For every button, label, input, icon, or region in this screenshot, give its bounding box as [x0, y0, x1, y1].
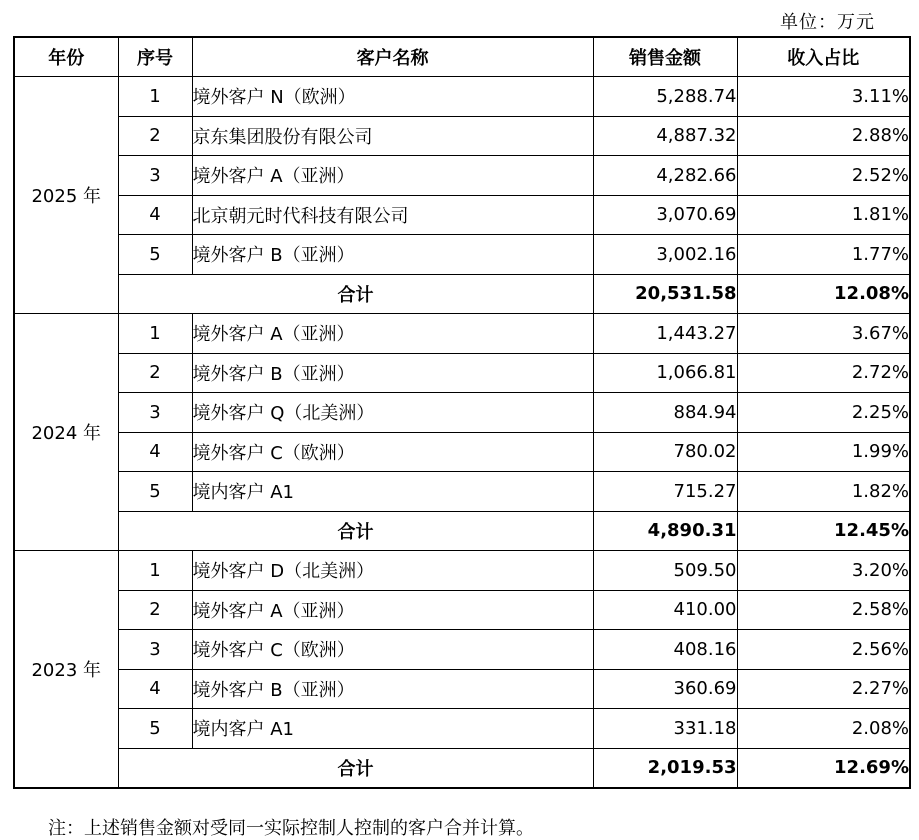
share-cell: 3.20% [737, 551, 910, 591]
year-cell: 2025 年 [14, 77, 118, 314]
seq-cell: 5 [118, 235, 192, 275]
seq-cell: 1 [118, 314, 192, 354]
table-header-row [14, 37, 910, 77]
customer-name-cell: 境外客户 D（北美洲） [192, 551, 593, 591]
customer-name-cell: 境内客户 A1 [192, 472, 593, 512]
seq-cell: 1 [118, 77, 192, 117]
table-row [14, 393, 910, 433]
sales-cell: 5,288.74 [593, 77, 737, 117]
total-label-cell: 合计 [118, 274, 593, 314]
total-sales-cell: 2,019.53 [593, 748, 737, 788]
share-cell: 3.67% [737, 314, 910, 354]
total-row [14, 274, 910, 314]
table-row [14, 669, 910, 709]
share-cell: 1.99% [737, 432, 910, 472]
share-cell: 2.72% [737, 353, 910, 393]
total-label-cell: 合计 [118, 748, 593, 788]
share-cell: 1.82% [737, 472, 910, 512]
table-row [14, 195, 910, 235]
share-cell: 2.08% [737, 709, 910, 749]
customer-name-cell: 境外客户 A（亚洲） [192, 590, 593, 630]
table-body [14, 77, 910, 788]
sales-cell: 884.94 [593, 393, 737, 433]
header-year: 年份 [14, 37, 118, 77]
seq-cell: 3 [118, 393, 192, 433]
table-row [14, 590, 910, 630]
table-row [14, 551, 910, 591]
share-cell: 2.58% [737, 590, 910, 630]
seq-cell: 3 [118, 156, 192, 196]
seq-cell: 2 [118, 590, 192, 630]
sales-cell: 4,887.32 [593, 116, 737, 156]
customer-sales-table [13, 36, 911, 789]
share-cell: 3.11% [737, 77, 910, 117]
customer-name-cell: 境外客户 B（亚洲） [192, 235, 593, 275]
year-cell: 2024 年 [14, 314, 118, 551]
share-cell: 2.88% [737, 116, 910, 156]
seq-cell: 5 [118, 709, 192, 749]
seq-cell: 3 [118, 630, 192, 670]
sales-cell: 1,443.27 [593, 314, 737, 354]
customer-name-cell: 境外客户 B（亚洲） [192, 353, 593, 393]
table-row [14, 235, 910, 275]
customer-name-cell: 京东集团股份有限公司 [192, 116, 593, 156]
table-row [14, 472, 910, 512]
sales-cell: 4,282.66 [593, 156, 737, 196]
header-seq: 序号 [118, 37, 192, 77]
seq-cell: 4 [118, 195, 192, 235]
table-row [14, 314, 910, 354]
table-row [14, 432, 910, 472]
total-share-cell: 12.69% [737, 748, 910, 788]
seq-cell: 5 [118, 472, 192, 512]
table-row [14, 630, 910, 670]
sales-cell: 509.50 [593, 551, 737, 591]
header-customer: 客户名称 [192, 37, 593, 77]
total-label-cell: 合计 [118, 511, 593, 551]
share-cell: 2.56% [737, 630, 910, 670]
sales-cell: 715.27 [593, 472, 737, 512]
header-sales: 销售金额 [593, 37, 737, 77]
sales-cell: 3,002.16 [593, 235, 737, 275]
customer-name-cell: 境外客户 Q（北美洲） [192, 393, 593, 433]
header-share: 收入占比 [737, 37, 910, 77]
customer-name-cell: 境外客户 B（亚洲） [192, 669, 593, 709]
year-cell: 2023 年 [14, 551, 118, 788]
customer-name-cell: 境外客户 N（欧洲） [192, 77, 593, 117]
footnote: 注：上述销售金额对受同一实际控制人控制的客户合并计算。 [48, 818, 534, 839]
share-cell: 1.81% [737, 195, 910, 235]
total-row [14, 511, 910, 551]
table-row [14, 156, 910, 196]
total-share-cell: 12.45% [737, 511, 910, 551]
customer-name-cell: 境外客户 C（欧洲） [192, 432, 593, 472]
customer-name-cell: 境外客户 C（欧洲） [192, 630, 593, 670]
customer-name-cell: 境外客户 A（亚洲） [192, 156, 593, 196]
table-row [14, 353, 910, 393]
unit-label: 单位：万元 [780, 12, 875, 33]
share-cell: 2.27% [737, 669, 910, 709]
sales-cell: 780.02 [593, 432, 737, 472]
customer-name-cell: 境外客户 A（亚洲） [192, 314, 593, 354]
seq-cell: 2 [118, 353, 192, 393]
table-row [14, 709, 910, 749]
total-sales-cell: 20,531.58 [593, 274, 737, 314]
seq-cell: 2 [118, 116, 192, 156]
customer-name-cell: 境内客户 A1 [192, 709, 593, 749]
sales-cell: 408.16 [593, 630, 737, 670]
share-cell: 2.52% [737, 156, 910, 196]
sales-cell: 360.69 [593, 669, 737, 709]
sales-cell: 331.18 [593, 709, 737, 749]
share-cell: 2.25% [737, 393, 910, 433]
table-row [14, 116, 910, 156]
sales-cell: 410.00 [593, 590, 737, 630]
sales-cell: 3,070.69 [593, 195, 737, 235]
seq-cell: 4 [118, 432, 192, 472]
total-row [14, 748, 910, 788]
table-row [14, 77, 910, 117]
total-sales-cell: 4,890.31 [593, 511, 737, 551]
customer-name-cell: 北京朝元时代科技有限公司 [192, 195, 593, 235]
total-share-cell: 12.08% [737, 274, 910, 314]
seq-cell: 4 [118, 669, 192, 709]
seq-cell: 1 [118, 551, 192, 591]
sales-cell: 1,066.81 [593, 353, 737, 393]
share-cell: 1.77% [737, 235, 910, 275]
